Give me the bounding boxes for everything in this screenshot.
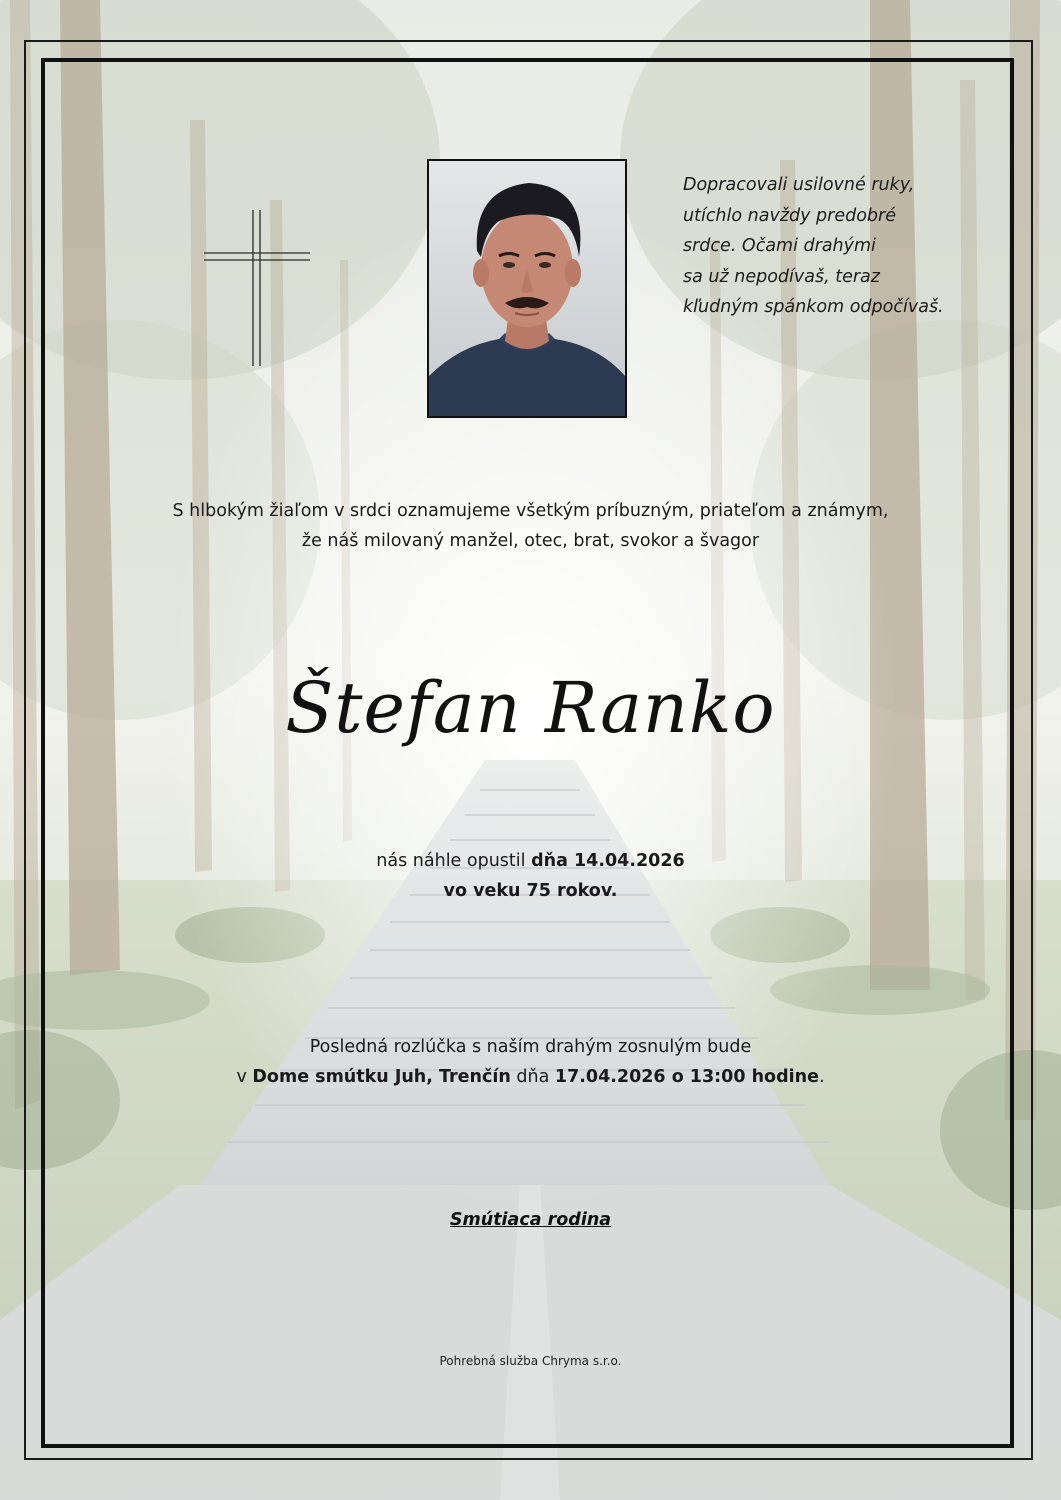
poem-line: utíchlo navždy predobré (683, 205, 896, 226)
farewell-suffix: . (818, 1067, 825, 1087)
portrait-image (429, 161, 625, 416)
announcement-line-2: že náš milovaný manžel, otec, brat, svokor a švagor (301, 531, 760, 551)
deceased-name: Štefan Ranko (285, 667, 776, 749)
death-prefix: nás náhle opustil (376, 851, 526, 871)
poem-line: Dopracovali usilovné ruky, (683, 175, 915, 195)
poem-line: kľudným spánkom odpočívaš. (683, 297, 944, 317)
announcement-line-1: S hlbokým žiaľom v srdci oznamujeme všetkým príbuzným, priateľom a známym, (172, 501, 889, 521)
portrait-photo (427, 159, 627, 418)
death-date: dňa 14.04.2026 (531, 851, 685, 871)
death-date-line (60, 846, 1001, 876)
farewell-middle: dňa (516, 1067, 550, 1087)
farewell-line-1: Posledná rozlúčka s naším drahým zosnulým bude (309, 1037, 752, 1057)
poem-line: sa už nepodívaš, teraz (683, 266, 880, 287)
signoff: Smútiaca rodina (449, 1210, 612, 1230)
memorial-poem (683, 170, 1003, 323)
farewell-info (60, 1032, 1001, 1092)
poem-line: srdce. Očami drahými (683, 236, 876, 256)
death-age: vo veku 75 rokov. (443, 881, 618, 901)
announcement-text (60, 496, 1001, 556)
farewell-prefix: v (236, 1067, 247, 1087)
farewell-venue: Dome smútku Juh, Trenčín (252, 1067, 511, 1087)
farewell-line-2 (60, 1062, 1001, 1092)
funeral-service-footer: Pohrebná služba Chryma s.r.o. (439, 1354, 622, 1368)
death-info (60, 846, 1001, 906)
farewell-datetime: 17.04.2026 o 13:00 hodine (554, 1067, 819, 1087)
cross-icon (204, 210, 310, 366)
